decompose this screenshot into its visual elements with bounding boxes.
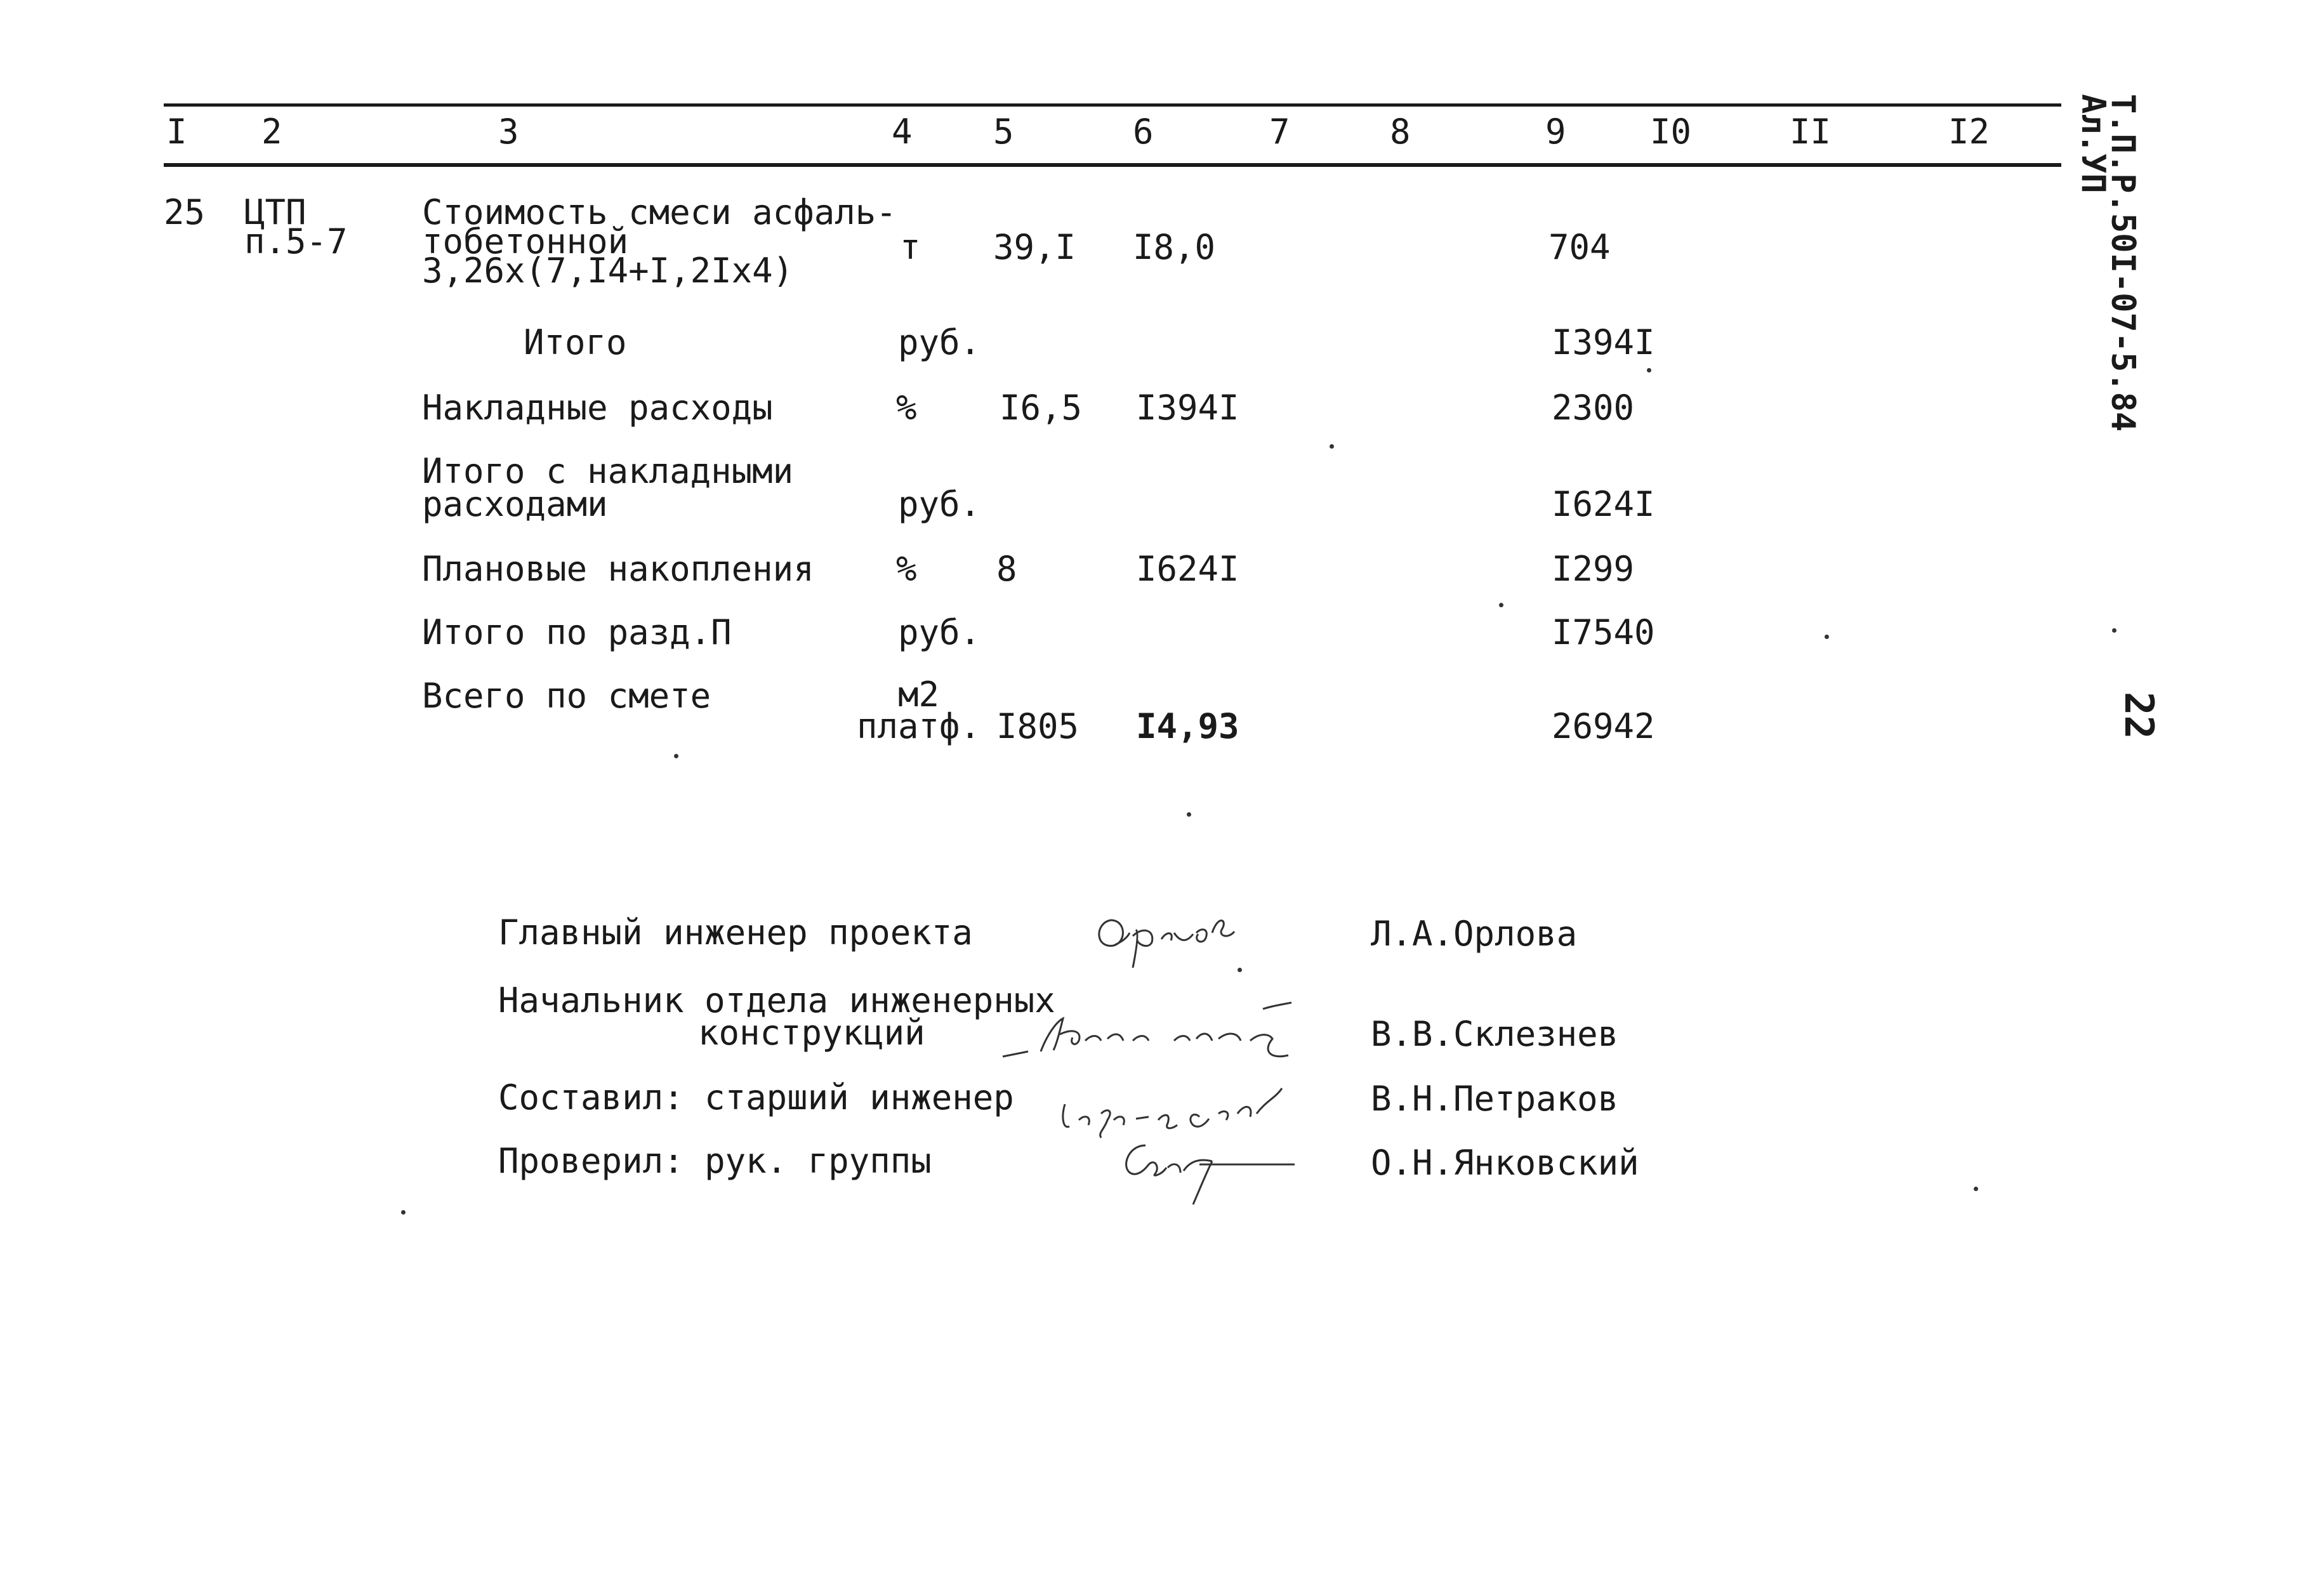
column-header: I [166, 112, 187, 152]
column-header: II [1790, 112, 1832, 152]
row-description: тобетонной [422, 221, 629, 261]
row-description: расходами [422, 484, 608, 524]
row-price: I8,0 [1133, 227, 1216, 267]
scan-speck [1330, 444, 1334, 449]
scan-speck [1825, 635, 1829, 639]
album-code: Ал.УП [2074, 94, 2112, 194]
row-quantity: 39,I [993, 227, 1076, 267]
column-header: 9 [1545, 112, 1566, 152]
scan-speck [1238, 968, 1242, 972]
column-header: 2 [261, 112, 282, 152]
signer-role: Составил: старший инженер [498, 1077, 1014, 1117]
row-unit: платф. [857, 706, 981, 746]
header-top-rule [164, 103, 2061, 107]
row-total: 26942 [1552, 706, 1655, 746]
scan-speck [2112, 628, 2116, 633]
row-description: Стоимость смеси асфаль- [422, 192, 897, 232]
page-number: 22 [2116, 692, 2162, 739]
row-quantity: I805 [996, 706, 1079, 746]
scan-speck [1974, 1187, 1978, 1191]
signer-name: В.В.Склезнев [1371, 1014, 1619, 1054]
signer-name: В.Н.Петраков [1371, 1079, 1619, 1119]
row-number: 25 [164, 192, 206, 232]
row-total: 2300 [1552, 388, 1635, 428]
row-code: ЦТП [244, 192, 307, 232]
row-base: I624I [1136, 549, 1239, 589]
row-rate: I6,5 [1000, 388, 1083, 428]
scan-speck [674, 754, 678, 758]
row-description: 3,26х(7,I4+I,2Iх4) [422, 251, 794, 291]
handwritten-signature [1092, 895, 1307, 971]
signer-role: конструкций [698, 1013, 925, 1053]
row-unit: руб. [898, 484, 981, 524]
column-header: 8 [1390, 112, 1411, 152]
scan-speck [1499, 603, 1503, 607]
column-header: I0 [1650, 112, 1692, 152]
row-base: I394I [1136, 388, 1239, 428]
row-unit: м2 [898, 675, 940, 715]
row-total: I624I [1552, 484, 1655, 524]
column-header: 6 [1133, 112, 1154, 152]
row-description: Итого с накладными [422, 451, 794, 491]
row-description: Плановые накопления [422, 549, 814, 589]
row-total: I299 [1552, 549, 1635, 589]
handwritten-signature [990, 980, 1371, 1063]
column-header: 5 [993, 112, 1014, 152]
row-unit-cost: I4,93 [1136, 706, 1239, 746]
row-unit: руб. [898, 612, 981, 652]
scan-speck [401, 1210, 406, 1215]
handwritten-signature [1053, 1069, 1383, 1139]
handwritten-signature [1111, 1130, 1314, 1206]
row-description: Накладные расходы [422, 388, 773, 428]
row-unit: руб. [898, 322, 981, 362]
scan-speck [1187, 812, 1191, 817]
row-rate: 8 [996, 549, 1017, 589]
column-header: I2 [1948, 112, 1990, 152]
header-bottom-rule [164, 163, 2061, 167]
row-description: Всего по смете [422, 676, 711, 716]
column-header: 4 [892, 112, 913, 152]
signer-role: Главный инженер проекта [498, 913, 973, 952]
row-description: Итого [524, 322, 627, 362]
signer-role: Проверил: рук. группы [498, 1141, 932, 1181]
row-unit: % [896, 549, 917, 589]
column-header: 3 [498, 112, 519, 152]
scan-speck [1647, 368, 1651, 372]
row-total: I394I [1552, 322, 1655, 362]
row-total: I7540 [1552, 612, 1655, 652]
row-code: п.5-7 [244, 221, 348, 261]
document-code: Т.П.Р.50I-07-5.84 [2104, 94, 2142, 432]
column-header: 7 [1269, 112, 1290, 152]
row-total: 704 [1548, 227, 1611, 267]
row-unit: % [896, 388, 917, 428]
signer-name: Л.А.Орлова [1371, 914, 1578, 954]
signer-name: О.Н.Янковский [1371, 1143, 1639, 1183]
row-description: Итого по разд.П [422, 612, 732, 652]
row-unit: т [900, 227, 921, 267]
signer-role: Начальник отдела инженерных [498, 980, 1055, 1020]
